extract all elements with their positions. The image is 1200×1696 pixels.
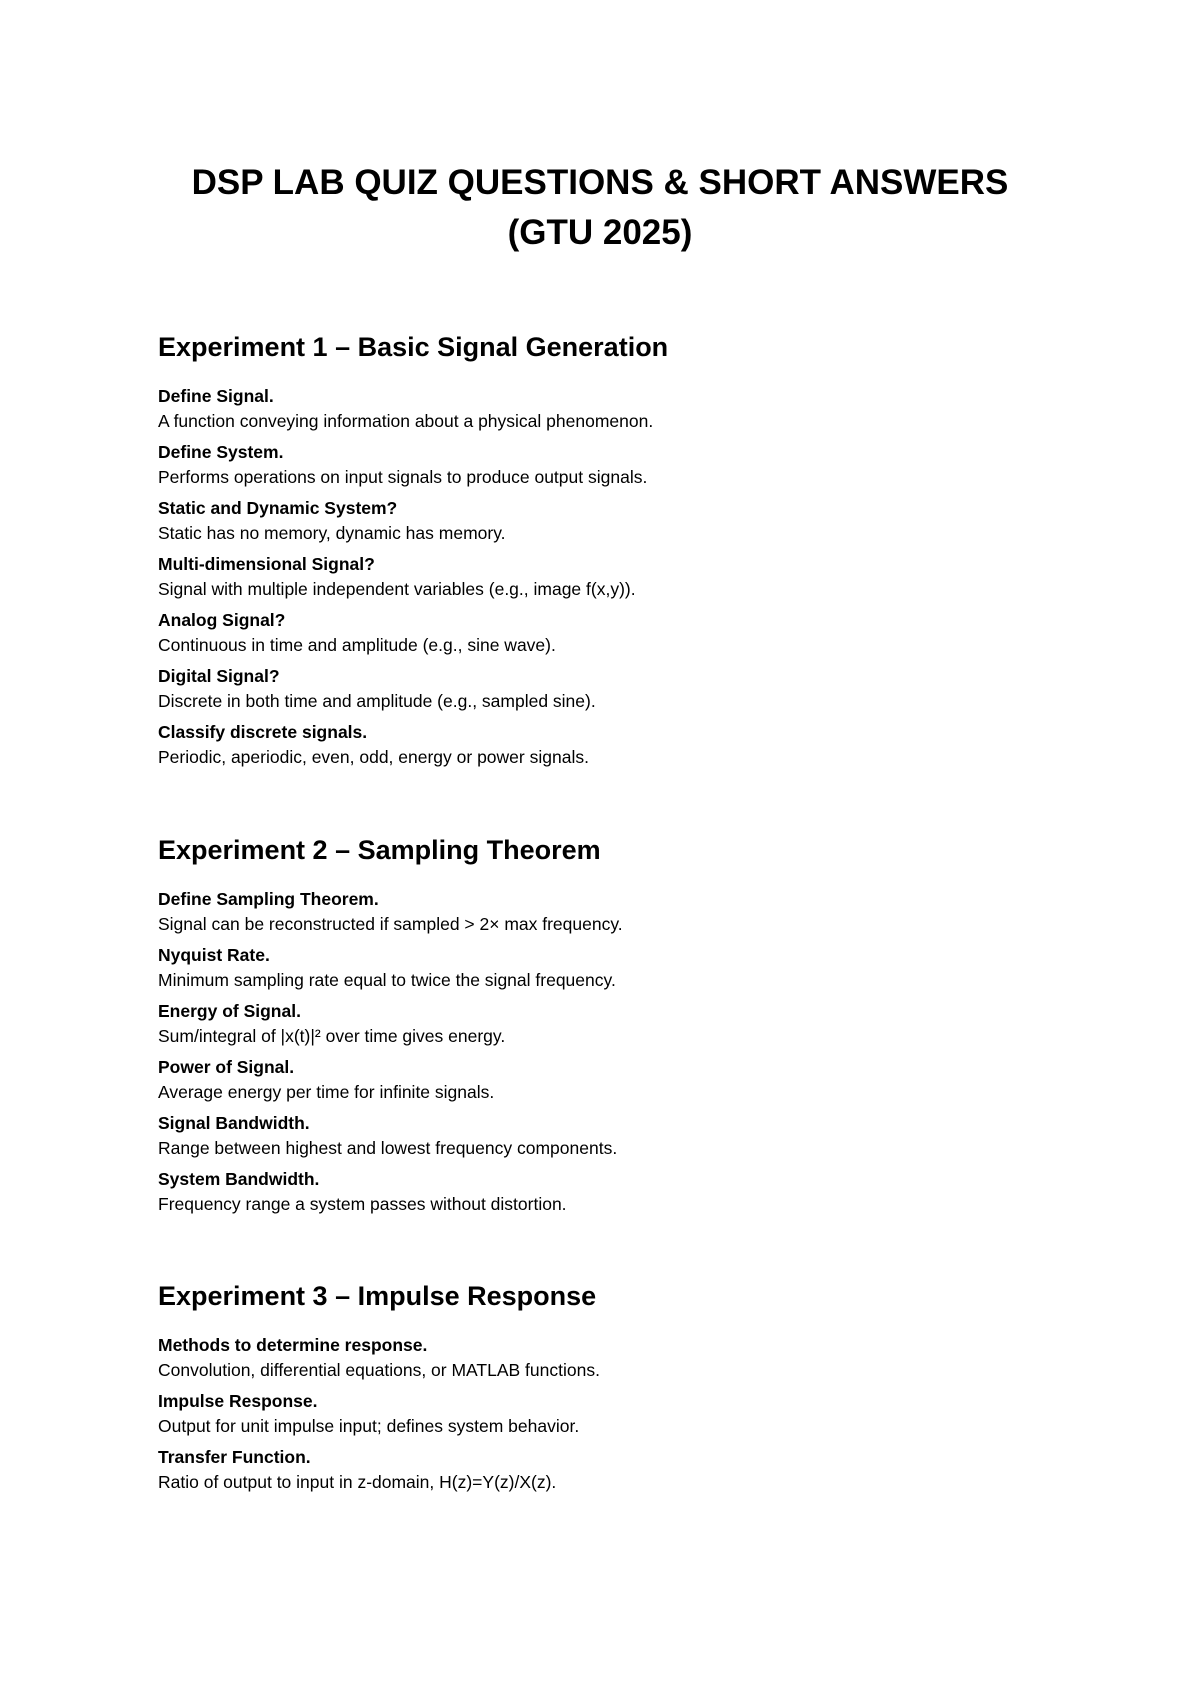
answer: Output for unit impulse input; defines system behavior. [158, 1416, 580, 1436]
answer: Minimum sampling rate equal to twice the signal frequency. [158, 970, 616, 990]
qa-item [158, 608, 1058, 658]
question: Static and Dynamic System? [158, 498, 398, 518]
question: Analog Signal? [158, 610, 286, 630]
qa-item [158, 1055, 1058, 1105]
qa-item [158, 552, 1058, 602]
answer: Continuous in time and amplitude (e.g., sine wave). [158, 635, 556, 655]
qa-item [158, 1445, 1058, 1495]
question: Impulse Response. [158, 1391, 318, 1411]
answer: Range between highest and lowest frequency components. [158, 1138, 618, 1158]
qa-item [158, 720, 1058, 770]
qa-item [158, 999, 1058, 1049]
question: Define System. [158, 442, 284, 462]
question: Multi-dimensional Signal? [158, 554, 375, 574]
document-title-line-2: (GTU 2025) [507, 213, 693, 252]
question: Energy of Signal. [158, 1001, 301, 1021]
qa-item [158, 887, 1058, 937]
qa-item [158, 1167, 1058, 1217]
answer: Signal can be reconstructed if sampled > 2× max frequency. [158, 914, 623, 934]
answer: Periodic, aperiodic, even, odd, energy or power signals. [158, 747, 589, 767]
section-heading: Experiment 2 – Sampling Theorem [158, 835, 601, 865]
answer: Average energy per time for infinite signals. [158, 1082, 495, 1102]
question: Nyquist Rate. [158, 945, 270, 965]
answer: A function conveying information about a physical phenomenon. [158, 411, 654, 431]
document-title [0, 158, 1200, 258]
qa-item [158, 384, 1058, 434]
answer: Frequency range a system passes without distortion. [158, 1194, 567, 1214]
qa-item [158, 664, 1058, 714]
answer: Performs operations on input signals to produce output signals. [158, 467, 648, 487]
question: System Bandwidth. [158, 1169, 320, 1189]
question: Define Sampling Theorem. [158, 889, 379, 909]
question: Power of Signal. [158, 1057, 295, 1077]
section-experiment-1 [158, 330, 1058, 776]
question: Classify discrete signals. [158, 722, 368, 742]
question: Transfer Function. [158, 1447, 311, 1467]
question: Define Signal. [158, 386, 274, 406]
question: Digital Signal? [158, 666, 280, 686]
question: Signal Bandwidth. [158, 1113, 310, 1133]
qa-item [158, 496, 1058, 546]
question: Methods to determine response. [158, 1335, 428, 1355]
qa-item [158, 1333, 1058, 1383]
answer: Convolution, differential equations, or MATLAB functions. [158, 1360, 600, 1380]
answer: Discrete in both time and amplitude (e.g., sampled sine). [158, 691, 596, 711]
section-heading: Experiment 3 – Impulse Response [158, 1281, 597, 1311]
qa-item [158, 1111, 1058, 1161]
section-heading: Experiment 1 – Basic Signal Generation [158, 332, 669, 362]
qa-item [158, 440, 1058, 490]
answer: Sum/integral of |x(t)|² over time gives energy. [158, 1026, 506, 1046]
qa-item [158, 943, 1058, 993]
answer: Static has no memory, dynamic has memory. [158, 523, 506, 543]
document-title-line-1: DSP LAB QUIZ QUESTIONS & SHORT ANSWERS [191, 163, 1009, 202]
answer: Signal with multiple independent variables (e.g., image f(x,y)). [158, 579, 636, 599]
section-experiment-2 [158, 833, 1058, 1223]
qa-item [158, 1389, 1058, 1439]
section-experiment-3 [158, 1279, 1058, 1501]
answer: Ratio of output to input in z-domain, H(z)=Y(z)/X(z). [158, 1472, 557, 1492]
